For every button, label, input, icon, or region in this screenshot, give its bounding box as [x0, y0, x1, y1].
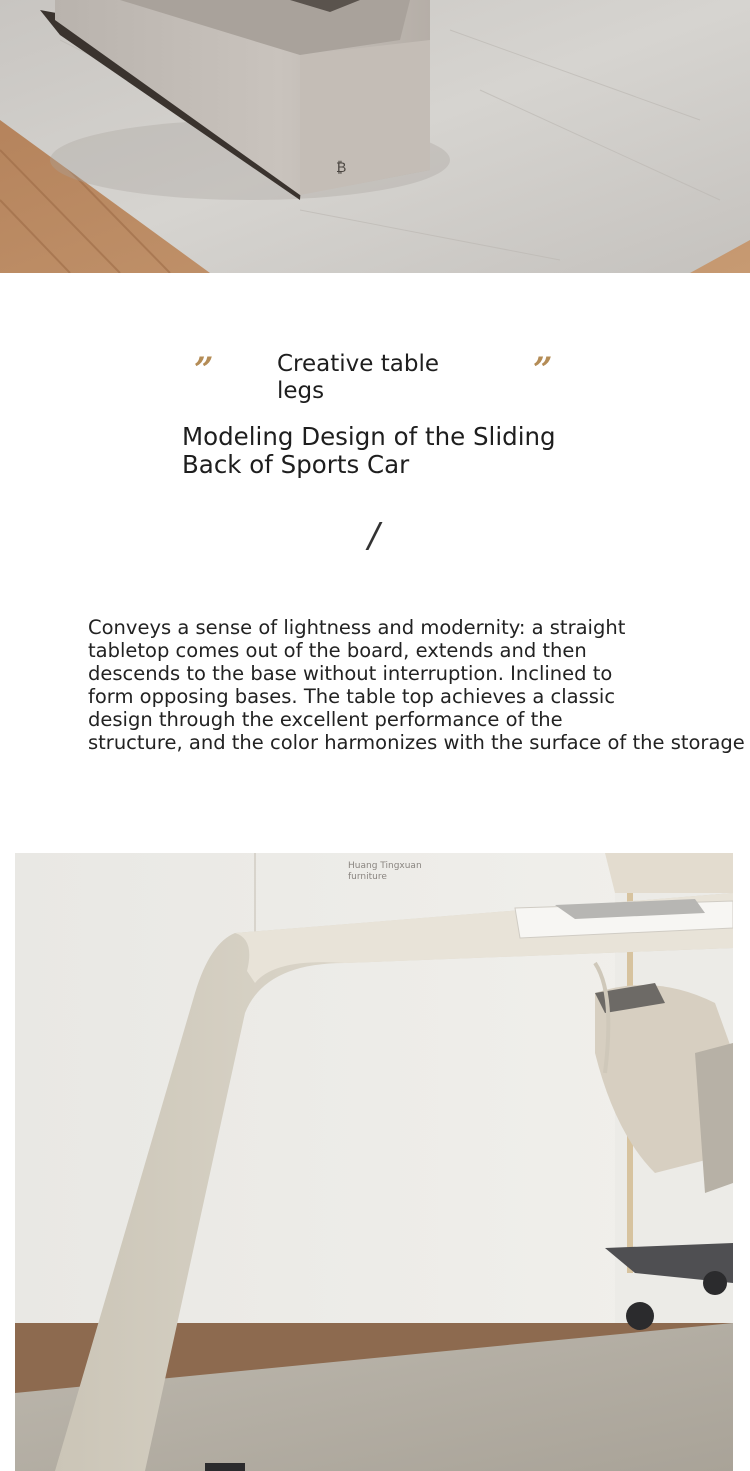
desk-photo-illustration	[15, 853, 733, 1471]
slash-separator: /	[368, 516, 380, 556]
opening-quote-mark: ”	[194, 350, 214, 390]
feature-subtitle: Modeling Design of the Sliding Back of Sports Car	[182, 422, 556, 479]
feature-description-section	[0, 273, 750, 853]
top-photo-illustration	[0, 0, 750, 273]
feature-title: Creative table legs	[277, 351, 439, 404]
svg-text:₿: ₿	[336, 160, 347, 176]
closing-quote-mark: ”	[533, 350, 553, 390]
top-product-photo	[0, 0, 750, 273]
brand-watermark: Huang Tingxuan furniture	[348, 861, 422, 882]
desk-product-photo	[15, 853, 733, 1471]
feature-description-text: Conveys a sense of lightness and modernity: a straight tabletop comes out of the board, extends and then descends to the base without interruption. Inclined to form opposing bases. The table top achieves a classic design through the excellent performance of the structure, and the color harmonizes with the surface of the storage	[88, 616, 745, 754]
